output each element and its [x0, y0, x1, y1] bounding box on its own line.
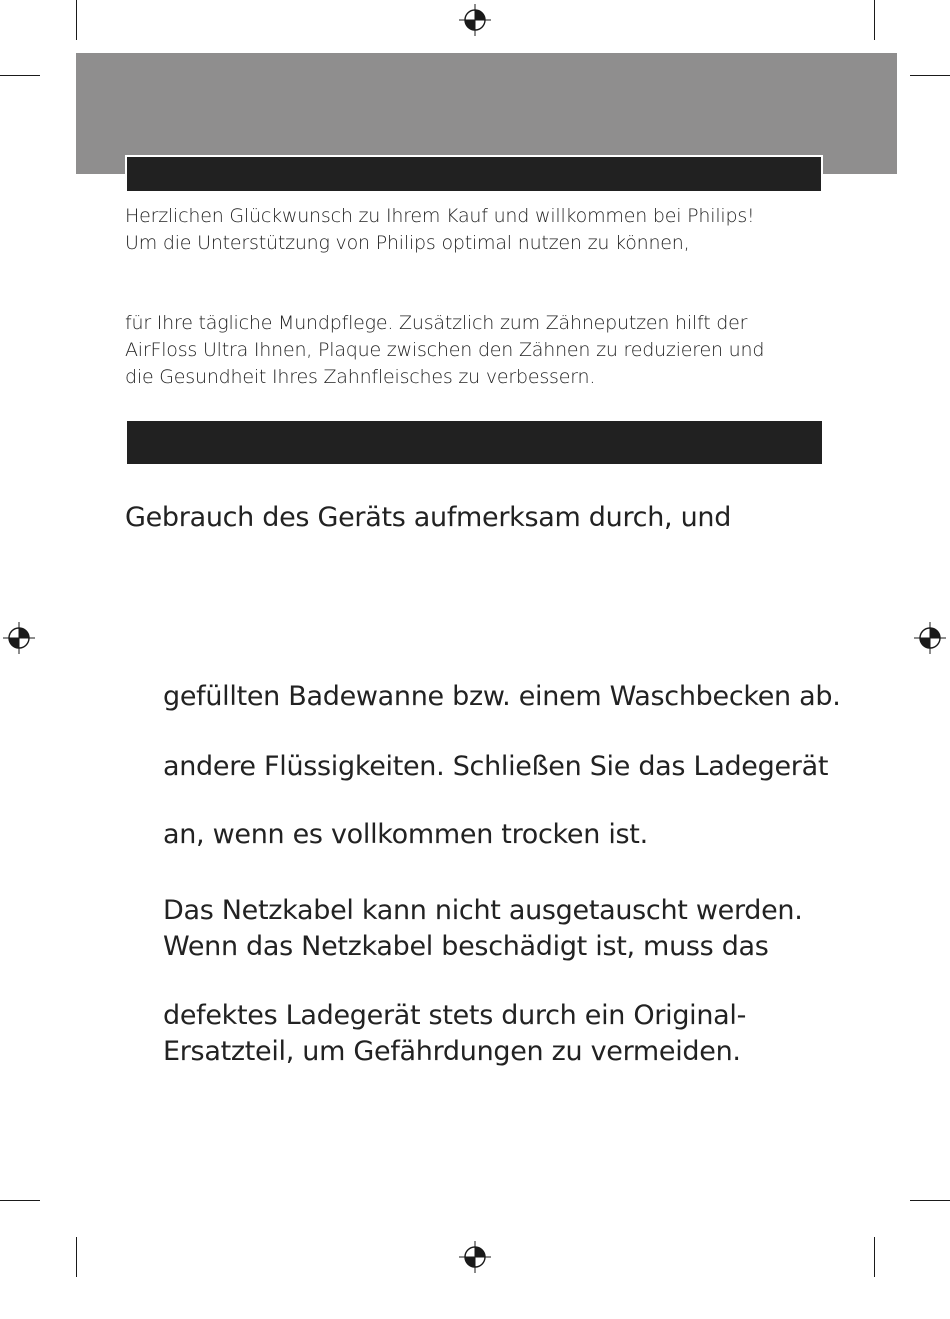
- warning-line: defektes Ladegerät stets durch ein Original-: [163, 1000, 747, 1031]
- registration-mark-top-icon: [459, 4, 491, 36]
- warning-line: an, wenn es vollkommen trocken ist.: [163, 819, 648, 850]
- important-intro: [125, 500, 731, 536]
- intro-line: Herzlichen Glückwunsch zu Ihrem Kauf und willkommen bei Philips!: [125, 205, 755, 227]
- warning-item: [163, 679, 841, 715]
- warning-line: andere Flüssigkeiten. Schließen Sie das Ladegerät: [163, 751, 829, 782]
- warning-line: Wenn das Netzkabel beschädigt ist, muss das: [163, 931, 769, 962]
- description-line: für Ihre tägliche Mundpflege. Zusätzlich zum Zähneputzen hilft der: [125, 312, 748, 334]
- crop-mark-top-right-h: [910, 75, 950, 76]
- crop-mark-top-right: [874, 0, 875, 40]
- registration-mark-right-icon: [914, 622, 946, 654]
- description-paragraph: [125, 310, 764, 391]
- warning-item: [163, 749, 828, 785]
- crop-mark-top-left-h: [0, 75, 40, 76]
- registration-mark-left-icon: [3, 622, 35, 654]
- important-intro-line: Gebrauch des Geräts aufmerksam durch, und: [125, 502, 732, 533]
- section-heading-bar: [127, 421, 822, 464]
- intro-paragraph: [125, 203, 754, 257]
- description-line: die Gesundheit Ihres Zahnfleisches zu verbessern.: [125, 366, 596, 388]
- intro-line: Um die Unterstützung von Philips optimal nutzen zu können,: [125, 232, 690, 254]
- warning-line: gefüllten Badewanne bzw. einem Waschbecken ab.: [163, 681, 841, 712]
- warning-line: Ersatzteil, um Gefährdungen zu vermeiden.: [163, 1036, 741, 1067]
- crop-mark-bottom-left-h: [0, 1200, 40, 1201]
- crop-mark-bottom-left: [76, 1237, 77, 1277]
- title-bar: [125, 155, 823, 191]
- crop-mark-bottom-right-h: [910, 1200, 950, 1201]
- warning-item: [163, 817, 648, 853]
- warning-item: [163, 893, 803, 965]
- warning-line: Das Netzkabel kann nicht ausgetauscht werden.: [163, 895, 803, 926]
- description-line: AirFloss Ultra Ihnen, Plaque zwischen den Zähnen zu reduzieren und: [125, 339, 765, 361]
- crop-mark-bottom-right: [874, 1237, 875, 1277]
- registration-mark-bottom-icon: [459, 1241, 491, 1273]
- crop-mark-top-left: [76, 0, 77, 40]
- warning-item: [163, 998, 746, 1070]
